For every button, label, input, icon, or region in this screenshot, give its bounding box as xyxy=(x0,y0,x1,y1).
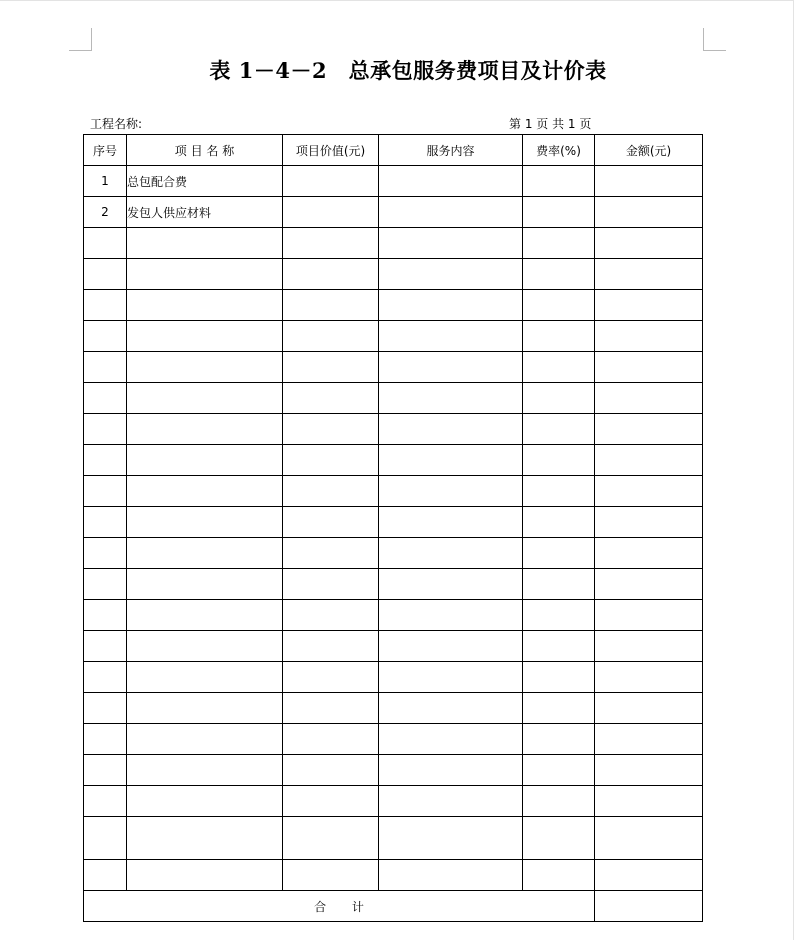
cell-item-value[interactable] xyxy=(283,166,379,197)
cell-seq[interactable] xyxy=(84,321,127,352)
cell-item-name[interactable] xyxy=(127,414,283,445)
cell-amount[interactable] xyxy=(595,600,703,631)
cell-service-content[interactable] xyxy=(379,383,523,414)
table-row xyxy=(84,693,703,724)
cell-amount[interactable] xyxy=(595,321,703,352)
cell-item-value[interactable] xyxy=(283,259,379,290)
cell-rate[interactable] xyxy=(523,860,595,891)
cell-item-name[interactable] xyxy=(127,724,283,755)
cell-service-content[interactable] xyxy=(379,860,523,891)
cell-service-content[interactable] xyxy=(379,569,523,600)
cell-rate[interactable] xyxy=(523,600,595,631)
cell-rate[interactable] xyxy=(523,631,595,662)
cell-seq[interactable] xyxy=(84,445,127,476)
cell-service-content[interactable] xyxy=(379,321,523,352)
cell-service-content[interactable] xyxy=(379,290,523,321)
cell-item-value[interactable] xyxy=(283,352,379,383)
table-row xyxy=(84,259,703,290)
table-row xyxy=(84,569,703,600)
cell-item-name[interactable]: 发包人供应材料 xyxy=(127,197,283,228)
cell-rate[interactable] xyxy=(523,507,595,538)
cell-service-content[interactable] xyxy=(379,724,523,755)
cell-item-name[interactable] xyxy=(127,321,283,352)
cell-rate[interactable] xyxy=(523,569,595,600)
cell-service-content[interactable] xyxy=(379,600,523,631)
cell-amount[interactable] xyxy=(595,445,703,476)
page-title: 表 1－4－2 总承包服务费项目及计价表 xyxy=(209,58,607,83)
cell-item-value[interactable] xyxy=(283,817,379,860)
cell-item-name[interactable] xyxy=(127,860,283,891)
cell-rate[interactable] xyxy=(523,538,595,569)
cell-service-content[interactable] xyxy=(379,693,523,724)
page-edge-top xyxy=(0,0,794,1)
cell-service-content[interactable] xyxy=(379,228,523,259)
cell-item-value[interactable] xyxy=(283,445,379,476)
margin-corner-top-right xyxy=(703,28,726,51)
table-row xyxy=(84,817,703,860)
cell-rate[interactable] xyxy=(523,197,595,228)
cell-seq[interactable] xyxy=(84,569,127,600)
cell-seq[interactable] xyxy=(84,259,127,290)
cell-amount[interactable] xyxy=(595,662,703,693)
cell-amount[interactable] xyxy=(595,569,703,600)
cell-seq[interactable] xyxy=(84,538,127,569)
cell-seq[interactable] xyxy=(84,600,127,631)
cell-item-value[interactable] xyxy=(283,507,379,538)
cell-item-value[interactable] xyxy=(283,631,379,662)
total-amount-cell[interactable] xyxy=(595,891,703,922)
table-row xyxy=(84,662,703,693)
table-row xyxy=(84,445,703,476)
cell-rate[interactable] xyxy=(523,259,595,290)
cell-seq[interactable] xyxy=(84,662,127,693)
cell-item-value[interactable] xyxy=(283,600,379,631)
cell-item-name[interactable] xyxy=(127,383,283,414)
header-seq: 序号 xyxy=(84,135,127,166)
table-row xyxy=(84,197,703,228)
cell-seq[interactable] xyxy=(84,631,127,662)
cell-service-content[interactable] xyxy=(379,476,523,507)
table-row xyxy=(84,786,703,817)
cell-amount[interactable] xyxy=(595,414,703,445)
cell-item-value[interactable] xyxy=(283,724,379,755)
cell-amount[interactable] xyxy=(595,166,703,197)
cell-seq[interactable] xyxy=(84,507,127,538)
header-amount: 金额(元) xyxy=(595,135,703,166)
header-item-value: 项目价值(元) xyxy=(283,135,379,166)
table-header-row xyxy=(84,135,703,166)
cell-rate[interactable] xyxy=(523,290,595,321)
cell-item-value[interactable] xyxy=(283,860,379,891)
cell-item-name[interactable] xyxy=(127,693,283,724)
cell-item-name[interactable] xyxy=(127,786,283,817)
margin-corner-top-left xyxy=(69,28,92,51)
table-body xyxy=(84,166,703,891)
cell-item-name[interactable] xyxy=(127,445,283,476)
table-row xyxy=(84,228,703,259)
table-row xyxy=(84,631,703,662)
table-row xyxy=(84,476,703,507)
cell-seq[interactable]: 1 xyxy=(84,166,127,197)
cell-amount[interactable] xyxy=(595,538,703,569)
cell-seq[interactable] xyxy=(84,352,127,383)
cell-amount[interactable] xyxy=(595,724,703,755)
cell-rate[interactable] xyxy=(523,414,595,445)
cell-service-content[interactable] xyxy=(379,631,523,662)
cell-amount[interactable] xyxy=(595,476,703,507)
cell-seq[interactable] xyxy=(84,290,127,321)
cell-amount[interactable] xyxy=(595,755,703,786)
cell-seq[interactable] xyxy=(84,693,127,724)
cell-item-value[interactable] xyxy=(283,321,379,352)
cell-service-content[interactable] xyxy=(379,786,523,817)
cell-service-content[interactable] xyxy=(379,197,523,228)
cell-seq[interactable]: 2 xyxy=(84,197,127,228)
cell-item-name[interactable]: 总包配合费 xyxy=(127,166,283,197)
cell-item-name[interactable] xyxy=(127,259,283,290)
cell-seq[interactable] xyxy=(84,724,127,755)
cell-service-content[interactable] xyxy=(379,538,523,569)
table-row xyxy=(84,600,703,631)
cell-item-name[interactable] xyxy=(127,476,283,507)
pricing-table xyxy=(83,134,703,922)
cell-item-value[interactable] xyxy=(283,662,379,693)
cell-seq[interactable] xyxy=(84,755,127,786)
cell-rate[interactable] xyxy=(523,755,595,786)
cell-item-name[interactable] xyxy=(127,290,283,321)
cell-rate[interactable] xyxy=(523,662,595,693)
cell-service-content[interactable] xyxy=(379,445,523,476)
cell-rate[interactable] xyxy=(523,445,595,476)
cell-rate[interactable] xyxy=(523,817,595,860)
total-row xyxy=(84,891,703,922)
total-label-text: 合 计 xyxy=(314,899,364,914)
cell-service-content[interactable] xyxy=(379,414,523,445)
cell-rate[interactable] xyxy=(523,786,595,817)
cell-amount[interactable] xyxy=(595,631,703,662)
cell-item-name[interactable] xyxy=(127,662,283,693)
cell-item-value[interactable] xyxy=(283,693,379,724)
cell-amount[interactable] xyxy=(595,693,703,724)
table-row xyxy=(84,290,703,321)
cell-item-value[interactable] xyxy=(283,414,379,445)
cell-item-value[interactable] xyxy=(283,228,379,259)
cell-amount[interactable] xyxy=(595,507,703,538)
cell-item-value[interactable] xyxy=(283,383,379,414)
cell-service-content[interactable] xyxy=(379,259,523,290)
table-row xyxy=(84,166,703,197)
cell-item-name[interactable] xyxy=(127,600,283,631)
cell-service-content[interactable] xyxy=(379,352,523,383)
cell-item-name[interactable] xyxy=(127,569,283,600)
cell-amount[interactable] xyxy=(595,228,703,259)
cell-rate[interactable] xyxy=(523,476,595,507)
cell-rate[interactable] xyxy=(523,166,595,197)
cell-amount[interactable] xyxy=(595,352,703,383)
cell-rate[interactable] xyxy=(523,724,595,755)
table-row xyxy=(84,860,703,891)
cell-service-content[interactable] xyxy=(379,507,523,538)
table-row xyxy=(84,755,703,786)
cell-item-name[interactable] xyxy=(127,352,283,383)
cell-seq[interactable] xyxy=(84,817,127,860)
header-rate: 费率(%) xyxy=(523,135,595,166)
cell-rate[interactable] xyxy=(523,693,595,724)
header-service-content: 服务内容 xyxy=(379,135,523,166)
cell-item-name[interactable] xyxy=(127,507,283,538)
cell-service-content[interactable] xyxy=(379,662,523,693)
cell-amount[interactable] xyxy=(595,290,703,321)
cell-rate[interactable] xyxy=(523,352,595,383)
cell-seq[interactable] xyxy=(84,860,127,891)
cell-item-name[interactable] xyxy=(127,228,283,259)
cell-item-name[interactable] xyxy=(127,755,283,786)
table-row xyxy=(84,352,703,383)
table-row xyxy=(84,724,703,755)
cell-item-name[interactable] xyxy=(127,817,283,860)
cell-seq[interactable] xyxy=(84,383,127,414)
table-row xyxy=(84,321,703,352)
cell-amount[interactable] xyxy=(595,786,703,817)
cell-item-value[interactable] xyxy=(283,569,379,600)
cell-seq[interactable] xyxy=(84,786,127,817)
total-label xyxy=(84,891,595,922)
cell-amount[interactable] xyxy=(595,383,703,414)
cell-amount[interactable] xyxy=(595,259,703,290)
cell-rate[interactable] xyxy=(523,383,595,414)
project-name-label: 工程名称: xyxy=(90,117,143,131)
table-row xyxy=(84,538,703,569)
cell-service-content[interactable] xyxy=(379,755,523,786)
cell-item-value[interactable] xyxy=(283,755,379,786)
header-item-name: 项 目 名 称 xyxy=(127,135,283,166)
cell-item-name[interactable] xyxy=(127,538,283,569)
cell-item-value[interactable] xyxy=(283,197,379,228)
cell-rate[interactable] xyxy=(523,228,595,259)
cell-amount[interactable] xyxy=(595,860,703,891)
cell-item-name[interactable] xyxy=(127,631,283,662)
table-row xyxy=(84,383,703,414)
cell-service-content[interactable] xyxy=(379,166,523,197)
cell-item-value[interactable] xyxy=(283,786,379,817)
cell-seq[interactable] xyxy=(84,228,127,259)
cell-amount[interactable] xyxy=(595,817,703,860)
cell-item-value[interactable] xyxy=(283,476,379,507)
cell-seq[interactable] xyxy=(84,476,127,507)
cell-item-value[interactable] xyxy=(283,538,379,569)
cell-seq[interactable] xyxy=(84,414,127,445)
cell-rate[interactable] xyxy=(523,321,595,352)
table-row xyxy=(84,414,703,445)
cell-service-content[interactable] xyxy=(379,817,523,860)
cell-amount[interactable] xyxy=(595,197,703,228)
cell-item-value[interactable] xyxy=(283,290,379,321)
table-row xyxy=(84,507,703,538)
page-number-info: 第 1 页 共 1 页 xyxy=(509,117,592,131)
